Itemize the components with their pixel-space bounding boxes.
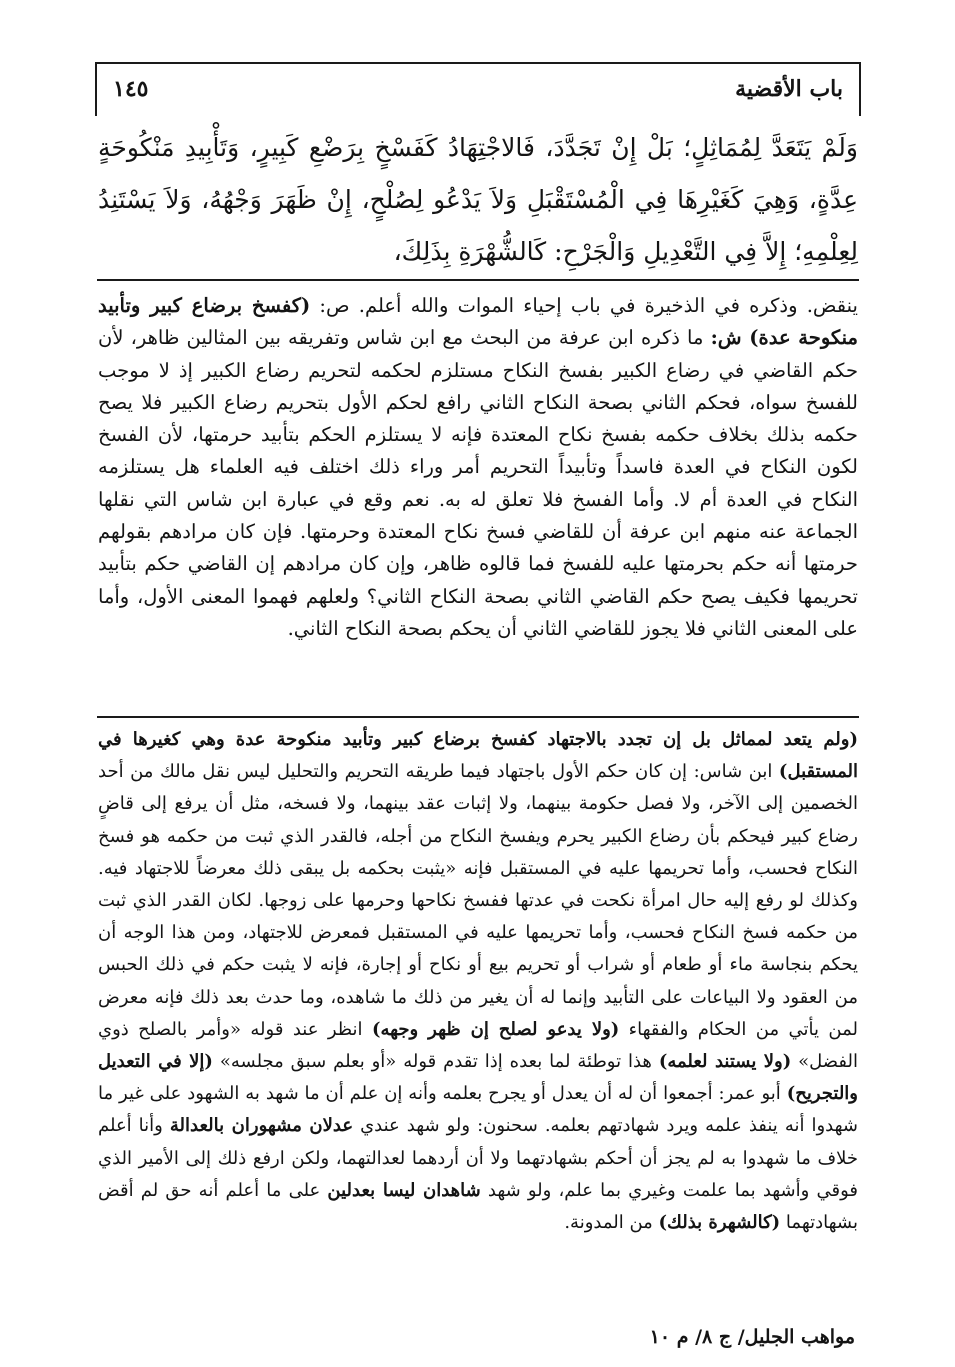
commentary-second-part10: وأنا أعلم خلاف ما شهدوا به لم يجز أن أحكم بشهادتهما ولا أن أردهما لعدالتهما، ولكن ارفع ذلك إلى الأمير الذي فوقي وأشهد بما علمت وغيري بما علم، ولو شهد — [98, 1115, 858, 1201]
commentary-second-part14: من المدونة. — [564, 1212, 659, 1234]
commentary-second-bold-2: شاهدان ليسا بعدلين — [327, 1179, 481, 1201]
page-header — [95, 62, 861, 116]
divider-top — [97, 279, 859, 281]
commentary-second-lemma-1: (ولم يتعد لمماثل بل إن تجدد بالاجتهاد كفسخ برضاع كبير وتأبيد منكوحة عدة وهي كغيرها في المستقبل) — [98, 729, 858, 783]
chapter-title: باب الأقضية — [735, 76, 843, 102]
commentary-second-part6: هذا توطئة لما بعده إذا تقدم قوله «أو بعلم سبق مجلسه» — [212, 1051, 659, 1073]
commentary-second-part12: على ما أعلم أنه حق لم أقض بشهادتهما — [98, 1179, 858, 1234]
page-footer-source: مواهب الجليل/ ج ٨/ م ١٠ — [649, 1326, 855, 1348]
page-number: ١٤٥ — [113, 76, 149, 102]
commentary-second-part2: ابن شاس: إن كان حكم الأول باجتهاد فيما طريقه التحريم والتحليل ليس نقل مالك من أحد الخصمين إلى الآخر، ولا فصل حكومة بينهما، ولا إثبات عقد بينهما، ولا فسخه، مثل أن يرفع إلى قاضٍ رضاع كبير فيحكم بأن رضاع الكبير يحرم ويفسخ النكاح من أجله، فالقدر الذي ثبت من حكمه هو فسخ النكاح فحسب، وأما تحريمها عليه في المستقبل فإنه «يثبت بحكمه بل يبقى ذلك معرضاً للاجتهاد فيه. وكذلك لو رفع إليه حال امرأة نكحت في عدتها ففسخ نكاحها وحرمها على زوجها. لكان القدر الذي ثبت من حكمه فسخ النكاح فحسب، وأما تحريمها عليه في المستقبل فمعرض للاجتهاد، ومن هذا الوجه أن يحكم بنجاسة ماء أو طعام أو شراب أو تحريم بيع أو نكاح أو إجارة، فإنه لا يثبت حكم في ذلك الحبس من العقود ولا البياعات على التأبيد وإنما له أن يغير من ذلك ما شاهده، وما حدث بعد ذلك فإنه معرض لمن يأتي من الحكام والفقهاء — [98, 761, 858, 1040]
commentary-second — [98, 724, 858, 1239]
divider-middle — [97, 716, 859, 718]
commentary-first-lemma: (كفسخ برضاع كبير وتأبيد منكوحة عدة) ش: — [98, 294, 858, 350]
commentary-second-lemma-5: (كالشهرة بذلك) — [658, 1212, 781, 1234]
commentary-second-lemma-4: (إلا في التعديل والتجريح) — [98, 1051, 858, 1105]
commentary-second-lemma-2: (ولا يدعو لصلح إن ظهر وجهه) — [371, 1018, 620, 1040]
commentary-second-part8: أبو عمر: أجمعوا أن له أن يعدل أو يجرح بعلمه وأنه إن علم أن ما شهد به الشهود على غير ما شهدوا أنه ينفذ علمه ويرد شهادتهم بعلمه. سحنون: ولو شهد عندي — [98, 1083, 858, 1137]
commentary-first-part1: ينقض. وذكره في الذخيرة في باب إحياء الموات والله أعلم. ص: — [310, 294, 858, 317]
commentary-second-lemma-3: (ولا يستند لعلمه) — [658, 1051, 792, 1073]
commentary-second-bold-1: عدلان مشهوران بالعدالة — [169, 1115, 354, 1137]
matn-text: وَلَمْ يَتَعَدَّ لِمُمَاثِلٍ؛ بَلْ إِنْ تَجَدَّدَ، فَالاجْتِهَادُ كَفَسْخٍ بِرَضْعِ كَبِيرٍ، وَتَأْبِيدِ مَنْكُوحَةٍ عِدَّةٍ، وَهِيَ كَغَيْرِهَا فِي الْمُسْتَقْبَلِ وَلاَ يَدْعُو لِصُلْحٍ، إِنْ ظَهَرَ وَجْهُهُ، وَلاَ يَسْتَنِدُ لِعِلْمِهِ؛ إِلاَّ فِي التَّعْدِيلِ وَالْجَرْحِ: كَالشُّهْرَةِ بِذَلِكَ، — [98, 133, 858, 266]
commentary-second-part4: انظر عند قوله «وأمر بالصلح ذوي الفضل» — [98, 1018, 858, 1073]
commentary-first — [98, 290, 858, 645]
commentary-first-part3: ما ذكره ابن عرفة من البحث مع ابن شاس وتفريقه بين المثالين ظاهر، لأن حكم القاضي في رضاع الكبير بفسخ النكاح مستلزم لحكمه لتحريم رضاع الكبير إذ لا موجب للفسخ سواه، فحكم الثاني بصحة النكاح الثاني رافع لحكم الأول بتحريم رضاع الكبير فلا يصح حكمه بذلك بخلاف حكمه بفسخ نكاح المعتدة فإنه لا يستلزم الحكم بتأبيد حرمتها، لأن الفسخ لكون النكاح في العدة فاسداً وتأبيداً التحريم أمر وراء ذلك اختلف فيه العلماء هل يستلزمه النكاح في العدة أم لا. وأما الفسخ فلا تعلق له به. نعم وقع في عبارة ابن شاس التي نقلها الجماعة عنه منهم ابن عرفة أن للقاضي فسخ نكاح المعتدة وحرمتها. فإن كان مرادهم بقولهم حرمتها أنه حكم بحرمتها عليه للفسخ فما قالوه ظاهر، وإن كان مرادهم إن القاضي حكم بتأبيد تحريمها فكيف يصح حكم القاضي الثاني بصحة النكاح الثاني؟ ولعلهم فهموا المعنى الأول، وأما على المعنى الثاني فلا يجوز للقاضي الثاني أن يحكم بصحة النكاح الثاني. — [98, 326, 858, 640]
